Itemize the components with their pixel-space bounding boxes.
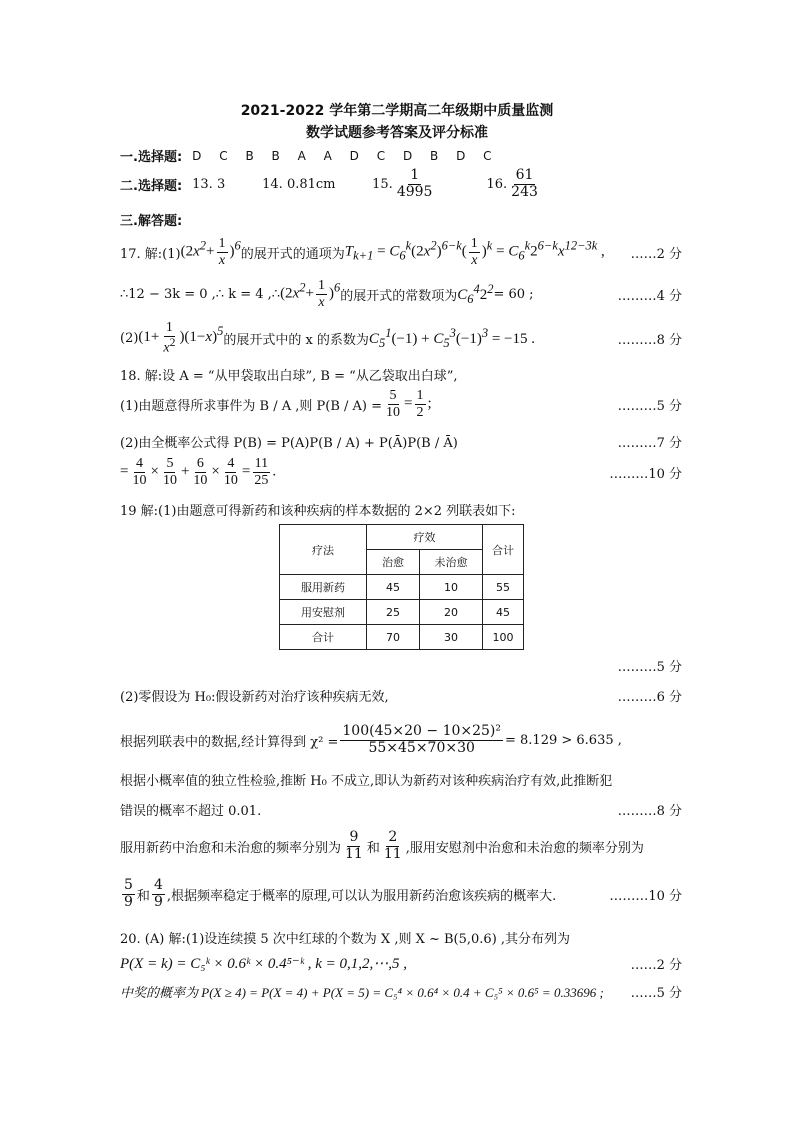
answer: C bbox=[219, 148, 228, 163]
score-marker: ………10 分 bbox=[609, 466, 682, 482]
answer: B bbox=[245, 148, 254, 163]
q17-text: (2) bbox=[120, 330, 139, 346]
table-cell: 100 bbox=[483, 625, 524, 650]
answer: C bbox=[483, 148, 492, 163]
table-cell: 70 bbox=[367, 625, 420, 650]
table-header-method: 疗法 bbox=[280, 525, 367, 575]
q18-text: (2)由全概率公式得 P(B) = P(A)P(B / A) + P(Ā)P(B / Ā) bbox=[120, 436, 458, 451]
score-marker: ………10 分 bbox=[609, 888, 682, 904]
binomial-distribution-formula: P(X = k) = C₅ᵏ × 0.6ᵏ × 0.4⁵⁻ᵏ , k = 0,1,2,⋯,5 , bbox=[120, 956, 407, 972]
binomial-expression: ($2x^2+$ $\frac{1}{x}$ )$^6$ bbox=[180, 236, 241, 268]
q19-text: 服用新药中治愈和未治愈的频率分别为 bbox=[120, 840, 342, 856]
answer: B bbox=[271, 148, 280, 163]
q18-text: 18. 解:设 A = “从甲袋取出白球”, B = “从乙袋取出白球”, bbox=[120, 369, 458, 384]
product-expression: (1+ $\frac{1}{x^2}$ )$(1-x)^5$ bbox=[138, 320, 224, 356]
q19-line1 bbox=[120, 500, 682, 519]
table-header-cured: 治愈 bbox=[367, 550, 420, 575]
table-cell: 25 bbox=[367, 600, 420, 625]
fraction: $\frac{2}{11}$ bbox=[383, 829, 402, 862]
q17-line1 bbox=[120, 234, 682, 270]
score-marker: ……2 分 bbox=[630, 246, 682, 262]
q17-text: ∴12 − 3k = 0 ,∴ k = 4 ,∴ bbox=[120, 286, 281, 302]
q17-text: 的展开式的常数项为 bbox=[340, 288, 458, 304]
q17-text: 的展开式的通项为 bbox=[240, 246, 345, 262]
q18-line1 bbox=[120, 365, 682, 384]
answer-list bbox=[192, 149, 491, 163]
q19-text: 19 解:(1)由题意可得新药和该种疾病的样本数据的 2×2 列联表如下: bbox=[120, 504, 516, 519]
q19-line4 bbox=[120, 770, 682, 789]
score-marker: ………6 分 bbox=[617, 690, 682, 705]
q20-text: 20. (A) 解:(1)设连续摸 5 次中红球的个数为 X ,则 X ~ B(5,0.6) ,其分布列为 bbox=[120, 932, 571, 947]
q20-line2 bbox=[120, 954, 682, 973]
table-cell: 10 bbox=[420, 575, 483, 600]
answer-16-label: 16. bbox=[486, 176, 508, 192]
table-row bbox=[280, 575, 524, 600]
answer: B bbox=[430, 148, 439, 163]
table-cell: 45 bbox=[483, 600, 524, 625]
q17-line2 bbox=[120, 276, 682, 312]
score-marker: ……5 分 bbox=[630, 986, 682, 1001]
q19-text: ,根据频率稳定于概率的原理,可以认为服用新药治愈该疾病的概率大. bbox=[166, 888, 557, 904]
section1-label: 一.选择题: bbox=[120, 150, 183, 165]
doc-title: 2021-2022 学年第二学期高二年级期中质量监测 bbox=[240, 103, 554, 119]
q18-line2 bbox=[120, 386, 682, 422]
fraction: $\frac{5}{9}$ bbox=[124, 877, 133, 910]
q19-text: 和 bbox=[136, 888, 150, 904]
answer-16-fraction bbox=[509, 168, 540, 200]
score-marker: ………4 分 bbox=[617, 288, 682, 304]
conditional-probability: $\frac{5}{10}$ = $\frac{1}{2}$ ; bbox=[386, 388, 432, 420]
q18-text: (1)由题意得所求事件为 B / A ,则 P(B / A) = bbox=[120, 398, 383, 414]
coefficient-formula: $C_5^1(-1) + C_5^3(-1)^3 = -15$ . bbox=[368, 325, 535, 350]
table-header-total: 合计 bbox=[483, 525, 524, 575]
fraction-numerator: 61 bbox=[515, 167, 534, 184]
section3-row bbox=[120, 210, 682, 229]
fraction-denominator: 55×45×70×30 bbox=[368, 739, 475, 756]
general-term-formula: $T_{k+1} = C_6^k(2x^2)^{6-k}$( $\frac{1}{x}$ )$^k = C_6^k2^{6-k}x^{12-3k}$ , bbox=[344, 236, 605, 268]
doc-subtitle: 数学试题参考答案及评分标准 bbox=[306, 125, 488, 141]
fraction: $\frac{9}{11}$ bbox=[345, 829, 363, 862]
section2-row bbox=[120, 166, 682, 202]
q19-line7 bbox=[120, 876, 682, 912]
chi-square-fraction bbox=[340, 724, 503, 756]
q19-text: ,服用安慰剂中治愈和未治愈的频率分别为 bbox=[405, 840, 644, 856]
q18-line3 bbox=[120, 432, 682, 451]
fraction-numerator: 1 bbox=[410, 167, 420, 184]
score-marker: ……2 分 bbox=[630, 958, 682, 973]
answer: A bbox=[323, 148, 332, 163]
total-probability-result: = $\frac{4}{10}$ × $\frac{5}{10}$ + $\frac{6}{10}$ × $\frac{4}{10}$ = $\frac{11}{25}$ . bbox=[120, 456, 277, 488]
table-header-efficacy: 疗效 bbox=[367, 525, 483, 550]
table-cell: 45 bbox=[367, 575, 420, 600]
q20-line1 bbox=[120, 928, 682, 947]
table-cell: 用安慰剂 bbox=[280, 600, 367, 625]
score-marker: ………8 分 bbox=[617, 332, 682, 348]
section1-row bbox=[120, 146, 682, 165]
table-cell: 服用新药 bbox=[280, 575, 367, 600]
q19-score5-row bbox=[120, 656, 682, 675]
table-row bbox=[280, 600, 524, 625]
binomial-expression: ($2x^2+$ $\frac{1}{x}$ )$^6$ bbox=[280, 278, 341, 310]
fraction: $\frac{4}{9}$ bbox=[153, 877, 163, 910]
q19-text: 根据小概率值的独立性检验,推断 H₀ 不成立,即认为新药对该种疾病治疗有效,此推断犯 bbox=[120, 774, 613, 789]
q19-line2 bbox=[120, 686, 682, 705]
constant-term-formula: $C_6^42^2$ bbox=[457, 281, 494, 306]
answer: D bbox=[192, 148, 202, 163]
answer: C bbox=[376, 148, 386, 163]
q19-text: = 8.129 > 6.635 , bbox=[505, 732, 622, 748]
q19-line3 bbox=[120, 720, 682, 760]
answer-13: 13. 3 bbox=[192, 176, 226, 192]
table-cell: 合计 bbox=[280, 625, 367, 650]
answer: D bbox=[349, 148, 359, 163]
table-header-uncured: 未治愈 bbox=[420, 550, 483, 575]
q17-text: = 60 ; bbox=[493, 286, 534, 302]
answer-14: 14. 0.81cm bbox=[262, 176, 336, 192]
q19-line6 bbox=[120, 828, 682, 864]
q19-text: 根据列联表中的数据,经计算得到 χ² = bbox=[120, 734, 339, 750]
winning-probability-formula: 中奖的概率为 P(X ≥ 4) = P(X = 4) + P(X = 5) = C₅⁴ × 0.6⁴ × 0.4 + C₅⁵ × 0.6⁵ = 0.33696 ; bbox=[120, 985, 604, 1000]
fraction-denominator: 243 bbox=[511, 183, 538, 200]
q19-text: 错误的概率不超过 0.01. bbox=[120, 804, 262, 819]
score-marker: ………8 分 bbox=[617, 804, 682, 819]
contingency-table bbox=[279, 524, 524, 650]
table-row bbox=[280, 625, 524, 650]
q17-label: 17. 解:(1) bbox=[120, 246, 181, 262]
answer-15-label: 15. bbox=[372, 176, 393, 192]
answer: A bbox=[297, 148, 306, 163]
table-cell: 30 bbox=[420, 625, 483, 650]
section2-label: 二.选择题: bbox=[120, 178, 183, 194]
q20-line3 bbox=[120, 982, 682, 1001]
q19-text: 和 bbox=[366, 840, 380, 856]
score-marker: ………5 分 bbox=[617, 398, 682, 414]
q17-line3 bbox=[120, 320, 682, 356]
fraction-numerator: 100(45×20 − 10×25)² bbox=[342, 723, 501, 740]
score-marker: ………7 分 bbox=[617, 436, 682, 451]
q17-text: 的展开式中的 x 的系数为 bbox=[223, 332, 369, 348]
answer: D bbox=[456, 148, 466, 163]
answer: D bbox=[402, 148, 413, 163]
fraction-denominator: 4995 bbox=[396, 183, 433, 200]
score-marker: ………5 分 bbox=[617, 660, 682, 675]
answer-15-fraction bbox=[395, 168, 435, 200]
q19-line5 bbox=[120, 800, 682, 819]
section3-label: 三.解答题: bbox=[120, 214, 183, 229]
q18-line4 bbox=[120, 454, 682, 490]
table-cell: 55 bbox=[483, 575, 524, 600]
table-cell: 20 bbox=[420, 600, 483, 625]
q19-text: (2)零假设为 H₀:假设新药对治疗该种疾病无效, bbox=[120, 690, 389, 705]
